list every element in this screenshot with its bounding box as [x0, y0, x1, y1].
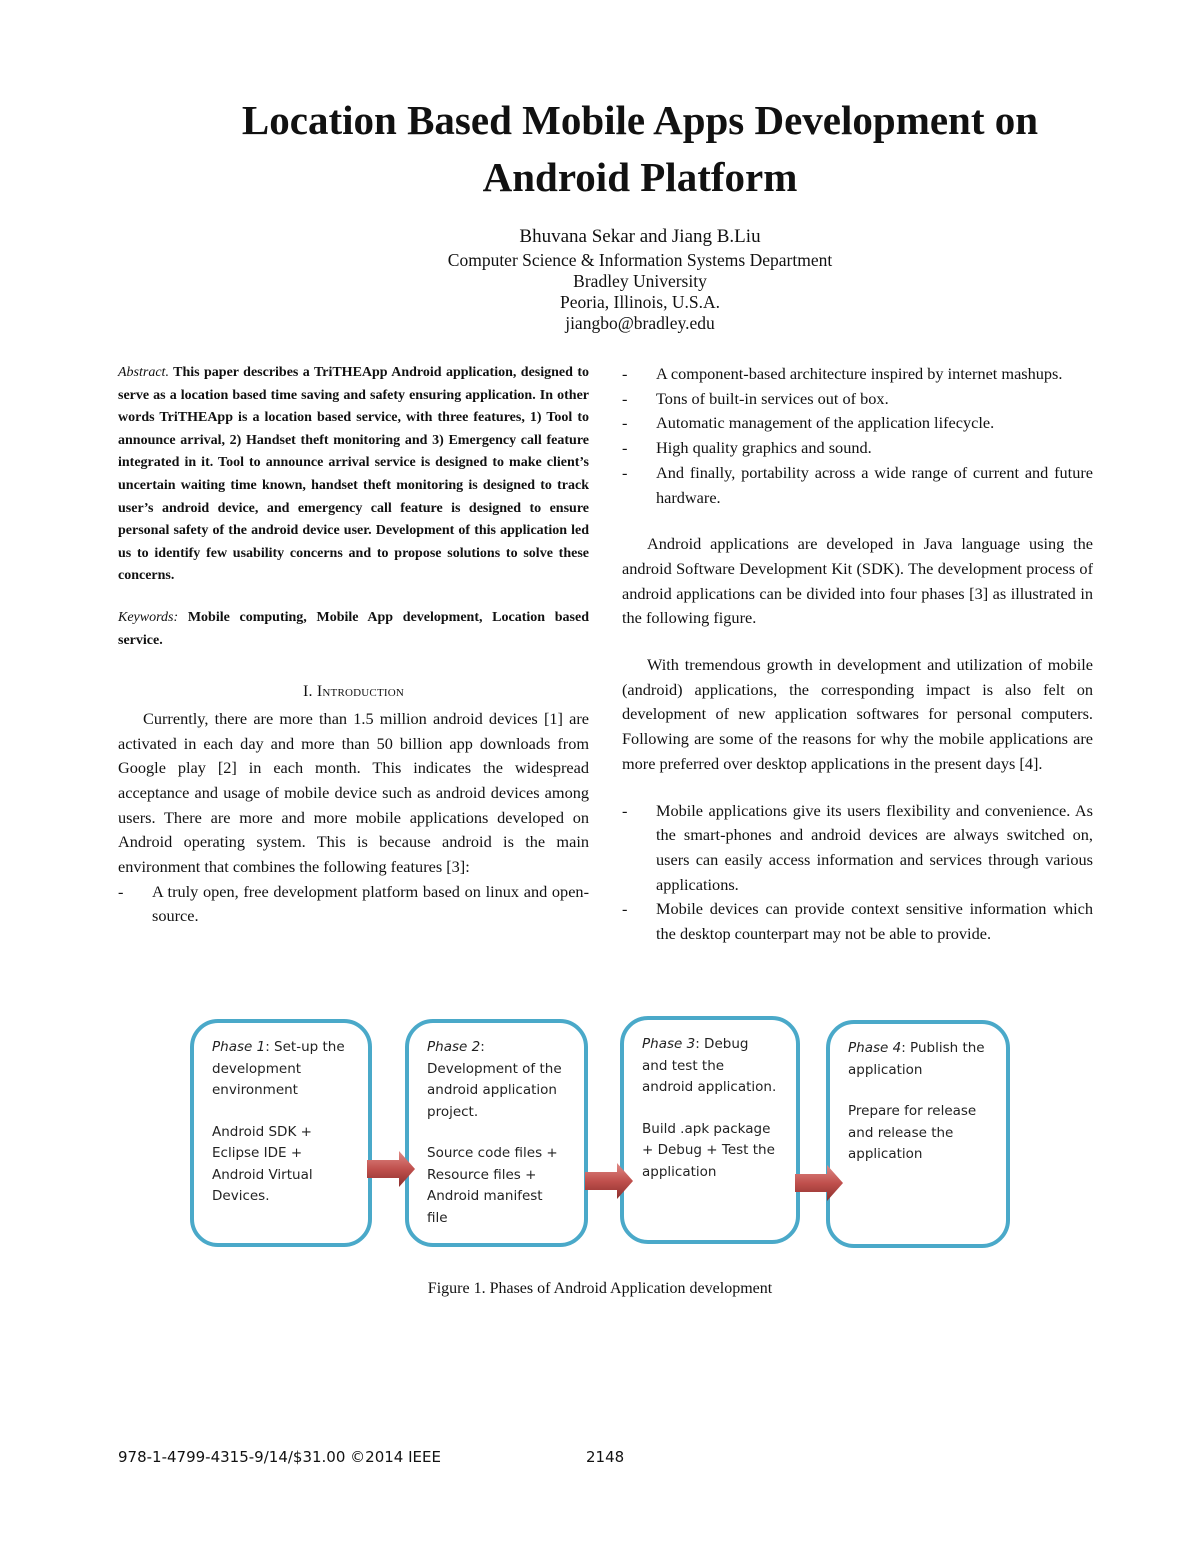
- reasons-list: [622, 799, 1093, 947]
- list-item: - A component-based architecture inspired by internet mashups.: [622, 362, 1093, 387]
- author-names: Bhuvana Sekar and Jiang B.Liu: [519, 226, 761, 247]
- page-number: 2148: [586, 1448, 625, 1466]
- figure-caption: Figure 1. Phases of Android Application development: [427, 1280, 773, 1297]
- phase-title: : Development of the android application project.: [427, 1039, 562, 1120]
- phase-title: : Publish the application: [848, 1040, 985, 1078]
- keywords: [118, 607, 589, 652]
- list-item: - A truly open, free development platform based on linux and open-source.: [118, 880, 589, 929]
- title-line-2: Android Platform: [482, 154, 798, 200]
- phase-title: : Debug and test the android application.: [642, 1036, 777, 1095]
- phase-4-box: [826, 1020, 1010, 1248]
- author-university: Bradley University: [573, 271, 707, 291]
- feature-list-part-1: [118, 880, 589, 929]
- author-location: Peoria, Illinois, U.S.A.: [560, 292, 720, 312]
- author-block: [300, 224, 980, 334]
- arrow-right-icon: [793, 1162, 845, 1204]
- list-item: - Tons of built-in services out of box.: [622, 387, 1093, 412]
- phase-detail: Android SDK + Eclipse IDE + Android Virtual Devices.: [212, 1123, 313, 1204]
- paper-title: [150, 92, 1130, 206]
- intro-paragraph: Currently, there are more than 1.5 million android devices [1] are activated in each day and more than 50 billion app downloads from Google play [2] in each month. This indicates the widespread acceptance and usage of mobile device such as android devices among users. There are more and more mobile applications developed on Android operating system. This is because android is the main environment that combines the following features [3]:: [118, 708, 589, 877]
- keywords-text: Mobile computing, Mobile App development, Location based service.: [118, 609, 589, 648]
- phase-detail: Build .apk package + Debug + Test the application: [642, 1120, 775, 1180]
- list-item: - Mobile devices can provide context sensitive information which the desktop counterpart may not be able to provide.: [622, 897, 1093, 946]
- title-line-1: Location Based Mobile Apps Development on: [241, 97, 1039, 143]
- abstract: [118, 362, 589, 588]
- phase-detail: Prepare for release and release the application: [848, 1103, 977, 1162]
- phase-2-box: [405, 1019, 588, 1247]
- arrow-right-icon: [583, 1160, 635, 1202]
- growth-paragraph: With tremendous growth in development and utilization of mobile (android) applications, the corresponding impact is also felt on development of new application softwares for personal computers. Following are some of the reasons for why the mobile applications are more preferred over desktop applications in the present days [4].: [622, 655, 1093, 773]
- abstract-text: This paper describes a TriTHEApp Android application, designed to serve as a location based time saving and safety ensuring application. In other words TriTHEApp is a location based service, with three features, 1) Tool to announce arrival, 2) Handset theft monitoring and 3) Emergency call feature integrated in it. Tool to announce arrival service is designed to make client’s uncertain waiting time known, handset theft monitoring is designed to track user’s android device, and emergency call feature is designed to ensure personal safety of the android device user. Development of this application led us to identify few usability concerns and to propose solutions to solve these concerns.: [118, 365, 589, 584]
- list-item: - Automatic management of the application lifecycle.: [622, 411, 1093, 436]
- phase-label: Phase 2: [427, 1039, 481, 1055]
- phase-detail: Source code files + Resource files + Android manifest file: [427, 1145, 558, 1226]
- feature-list-part-2: [622, 362, 1093, 510]
- author-department: Computer Science & Information Systems Department: [447, 250, 833, 270]
- footer-isbn: 978-1-4799-4315-9/14/$31.00 ©2014 IEEE: [118, 1448, 441, 1466]
- phase-1-box: [190, 1019, 372, 1247]
- phase-label: Phase 3: [642, 1036, 696, 1052]
- phase-3-box: [620, 1016, 800, 1244]
- phase-label: Phase 1: [212, 1039, 266, 1055]
- keywords-label: Keywords:: [118, 609, 179, 625]
- phase-label: Phase 4: [848, 1040, 902, 1056]
- list-item: - High quality graphics and sound.: [622, 436, 1093, 461]
- list-item: - And finally, portability across a wide range of current and future hardware.: [622, 461, 1093, 510]
- right-column: [622, 362, 1093, 947]
- list-item: - Mobile applications give its users flexibility and convenience. As the smart-phones and android devices are always switched on, users can easily access information and services through various applications.: [622, 799, 1093, 898]
- left-column: [118, 362, 589, 929]
- phase-title: : Set-up the development environment: [212, 1039, 345, 1098]
- arrow-right-icon: [365, 1148, 417, 1190]
- abstract-label: Abstract.: [118, 365, 169, 380]
- author-email: jiangbo@bradley.edu: [565, 313, 715, 333]
- section-heading-introduction: I. Introduction: [302, 683, 405, 701]
- sdk-paragraph: Android applications are developed in Java language using the android Software Development Kit (SDK). The development process of android applications can be divided into four phases [3] as illustrated in the following figure.: [622, 534, 1093, 628]
